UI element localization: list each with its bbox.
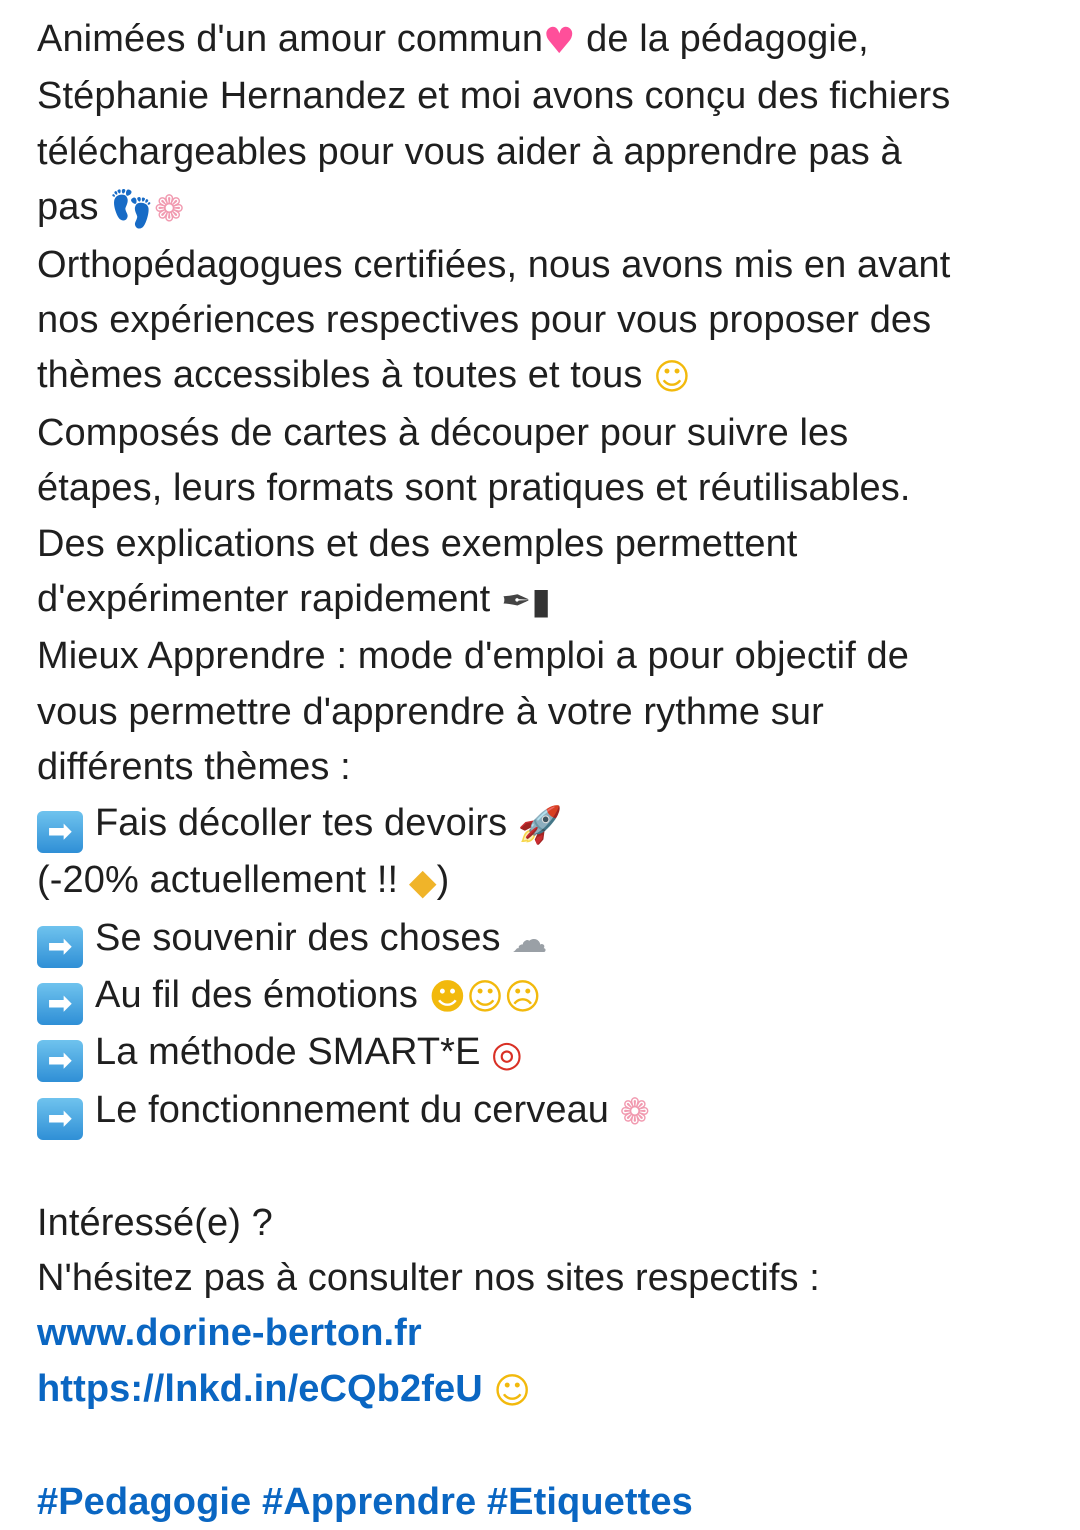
right-arrow-icon: ➡ [37,811,83,853]
hashtag-apprendre[interactable]: #Apprendre [261,1480,477,1523]
post-line: N'hésitez pas à consulter nos sites respectifs : [37,1256,820,1299]
hashtag-row [37,1475,1047,1530]
post-line: Composés de cartes à découper pour suivre les [37,411,849,454]
theme-item: ➡ Se souvenir des choses ☁ [37,911,1047,968]
discount-note: (-20% actuellement !! ◆) [37,853,1047,910]
face-with-peeking-eye-icon: ☻ [428,976,467,1018]
post-line: Animées d'un amour commun♥ de la pédagogie, [37,12,1047,69]
post-line: Intéressé(e) ? [37,1201,273,1244]
winking-face-icon: ☺ [653,357,691,399]
linkedin-short-link[interactable]: https://lnkd.in/eCQb2feU [37,1367,483,1410]
post-line: Orthopédagogues certifiées, nous avons mis en avant [37,243,951,286]
post-line: pas 👣❁ [37,180,1047,237]
linkedin-link-line [37,1362,1047,1419]
theme-item: ➡ Le fonctionnement du cerveau ❁ [37,1083,1047,1140]
notebook-icon: ▮ [531,581,552,623]
post-line: étapes, leurs formats sont pratiques et réutilisables. [37,467,911,510]
pink-heart-icon: ♥ [543,21,576,62]
post-line: nos expériences respectives pour vous proposer des [37,299,932,342]
hashtag-pedagogie[interactable]: #Pedagogie [37,1480,252,1523]
spacer [37,1419,1047,1474]
post-line: Des explications et des exemples permettent [37,522,798,565]
rocket-icon: 🚀 [517,804,563,846]
post-line: Mieux Apprendre : mode d'emploi a pour objectif de [37,635,909,678]
face-with-raised-eyebrow-icon: ☹ [503,976,542,1018]
post-line: différents thèmes : [37,746,351,789]
post-line: téléchargeables pour vous aider à apprendre pas à [37,130,902,173]
theme-item: ➡ La méthode SMART*E ◎ [37,1025,1047,1082]
label-tag-icon: ◆ [408,862,437,904]
hashtag-etiquettes[interactable]: #Etiquettes [486,1480,693,1523]
website-link[interactable]: www.dorine-berton.fr [37,1312,422,1355]
post-line: thèmes accessibles à toutes et tous ☺ [37,348,1047,405]
theme-item: ➡ Au fil des émotions ☻☺☹ [37,968,1047,1025]
right-arrow-icon: ➡ [37,1040,83,1082]
face-with-tongue-icon: ☺ [466,976,504,1018]
winking-face-icon: ☺ [493,1370,532,1412]
post-line: vous permettre d'apprendre à votre rythme sur [37,690,824,733]
right-arrow-icon: ➡ [37,983,83,1025]
post-line: d'expérimenter rapidement ✒▮ [37,572,1047,629]
theme-item: ➡ Fais décoller tes devoirs 🚀 [37,796,1047,853]
brain-icon: ❁ [619,1091,650,1133]
direct-hit-icon: ◎ [491,1034,523,1076]
right-arrow-icon: ➡ [37,1098,83,1140]
post-line: Stéphanie Hernandez et moi avons conçu des fichiers [37,75,951,118]
fountain-pen-icon: ✒ [500,581,532,623]
right-arrow-icon: ➡ [37,926,83,968]
thought-balloon-icon: ☁ [511,919,548,961]
spacer [37,1140,1047,1195]
brain-icon: ❁ [154,189,185,231]
website-link-line [37,1306,1047,1361]
post-body [37,12,1047,1530]
footprints-icon: 👣 [109,189,155,231]
